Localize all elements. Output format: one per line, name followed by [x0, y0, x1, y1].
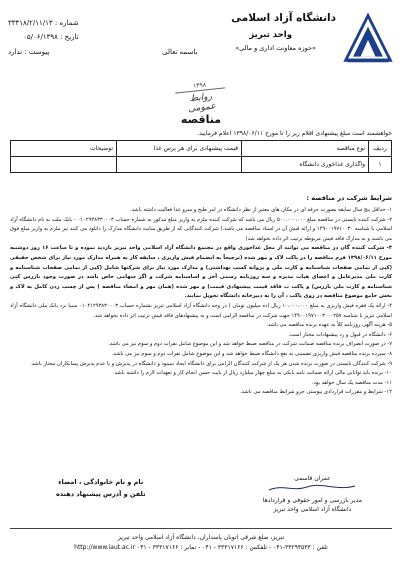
table-header-row: [11, 141, 392, 157]
condition-item: ۱۰- برنده باید توانایی مالی ارائه ضمانت نامه بانکی به مبلغ چهار میلیارد ریال از بابت حسن انجام کار و تعهدات لازم را داشته باشد.: [112, 370, 392, 377]
letter-number: شماره : ۳۳۴۱۸/۲/۱۱/۱۳: [8, 19, 79, 27]
condition-item: ۶- دانشگاه در قبول و رد پیشنهادات مختار است.: [288, 331, 392, 338]
condition-item: ۹- شرکت کنندگان بایستی در صورت برنده شدن هر یک از شرکت کنندگان الزامی برای دانشگاه ایجاد نمینود و دانشگاه در پذیرش و یا عدم پذیرش پیمانکاران مختار باشد.: [30, 360, 392, 367]
condition-item: ۴- ارائه یک فقره فیش واریزی به مبلغ ۱۰،۰۰۰،۰۰۰ ریال (ده میلیون تومان ) در وجه دانشگاه آزاد اسلامی تبریز بشماره حساب ۰۱۰۴۱۲۹۳۸۳۰۰۰۳ سیبا نزد بانک ملی دانشگاه آزاد اسلامی تبریز با شناسه ۱۴۹۰۰۱۹۷۱۰۰۳۰۰۰۲۵۷ جهت شرکت در مناقصه الزامی است و به پیشنهادهای فاقد فیش ترتیب اثر داده نخواهد شد.: [10, 302, 392, 319]
attachment-note: پیوست : ندارد: [8, 48, 50, 56]
public-relations-stamp: ۱۳۹۸ روابط عمومی: [174, 79, 227, 118]
conditions-list: [10, 206, 392, 398]
letter-meta: [8, 16, 79, 44]
footer-contact: [10, 543, 392, 553]
university-name: دانشگاه آزاد اسلامی: [231, 12, 336, 24]
col-header-subject: نوع مناقصه: [242, 141, 369, 157]
col-header-row: ردیف: [369, 141, 392, 157]
branch-name: واحد تبریز: [249, 30, 292, 40]
official-signature-block: [263, 474, 362, 514]
signer-title: مدیر بازرسی و امور حقوقی و قراردادها: [262, 497, 362, 504]
letterhead: [0, 4, 402, 74]
condition-item: ۱- حداقل پنج سال سابقه بصورت حرفه ای در مکان های معتبر از نظر دانشگاه در امر طبخ و سرو غذا فعالیت داشته باشد.: [129, 207, 392, 213]
department-name: «حوزه معاونت اداری و مالی»: [235, 44, 316, 52]
bidder-signature-block: [56, 476, 146, 500]
col-header-notes: توضیحات: [11, 141, 117, 157]
letter-date: تاریخ : ۰۵/۰۶/۱۳۹۸: [23, 33, 79, 41]
signature-scribble-icon: [267, 483, 357, 493]
cell-subject: واگذاری غذاخوری دانشگاه: [242, 157, 369, 173]
condition-item: ۷- در صورت انصراف برنده مناقصه ضمانت شرکت در مناقصه ضبط خواهد شد و این موضوع شامل نفرات دوم و سوم نیز می باشد.: [108, 341, 392, 348]
letter-footer: [10, 528, 392, 553]
condition-item: ۱۲- شرایط و مقررات قراردادی پیوستی جزو شرایط مناقصه می باشد.: [239, 389, 392, 396]
condition-item: ۳- شرکت کننده گان در مناقصه می توانند از محل غذاخوری واقع در مجتمع دانشگاه آزاد اسلامی واحد تبریز بازدید نموده و تا ساعت ۱۶ روز دوشنبه مورخ ۱۳۹۸/۰۶/۱۱ فرم مناقصه را در پاکت لاک و مهر شده (ترجیحاً به انضمام فیش واریزی ، سابقه کار به همراه مدارک مورد نیاز برای شخص حقیقی (کپی از تمامی صفحات شناسنامه و کارت ملی و پروانه کسب بهداشتی) و مدارک مورد نیاز برای شرکتها شامل (کپی از تمامی صفحات شناسنامه و کارت ملی مدیرعامل و اعضای هیات مدیره و سه روزنامه رسمی آخر و اساسنامه شرکت و اگر سهامی خاص باشد در صورت وجود بازرس کپی شناسنامه و کارت ملی بازرس) و پاکت ب فاقد قیمت پیشنهادی قیمت) و مهر شده (همان مهر و امضاء مناقصه ) پس از چسب زدن کامل به لاک و بخش جامع موضوع مناقصه در روی پاکت ، آن را به دبیرخانه دانشگاه تحویل نمایند.: [10, 245, 392, 300]
university-logo-icon: [340, 10, 396, 66]
conditions-title: شرایط شرکت در مناقصه :: [306, 194, 392, 202]
condition-item: ۸- سپرده برنده مناقصه فیش واریزی تضمینی به نفع دانشگاه ضبط خواهد شد و این موضوع شامل نفرات دوم و سوم نیز می باشد.: [111, 350, 392, 357]
intro-text: خواهشمند است مبلغ پیشنهادی اقلام زیر را تا مورخ ۱۳۹۸/۰۶/۱۱ اعلام فرمایید.: [197, 130, 392, 137]
table-row: [11, 157, 392, 173]
basmala: باسمه تعالی: [162, 48, 198, 56]
signer-name: عمران قاسمی: [294, 475, 331, 482]
footer-website[interactable]: http://www.iaut.ac.ir: [74, 544, 136, 551]
bidder-contact-label: تلفن و آدرس پیشنهاد دهنده: [56, 490, 146, 498]
condition-item: ۲- شرکت کننده بایستی در مناقصه مبلغ ۵۰۰،۰۰۰،۰۰۰ ریال می باشد که شرکت کننده ملزم به واریز مبلغ مذکور به شماره حساب ۰۱۰۲۹۳۸۳۳۰۰۰۳ - بانک ملت به نام دانشگاه آزاد اسلامی با شناسه ۱۴۹۰۰۱۹۷۱۰۰۳۰ و ارائه فیش آن در اسناد مناقصه می باشد.( شرکت کنندگانی که از طریق سایت دانشگاه مدارک را دانلود می کنند نیز ملزم به واریز مبلغ فوق می باشند و به مدارک فاقد فیش مربوطه ترتیب اثر داده نخواهد شد): [10, 216, 393, 242]
condition-item: ۵- هزینه آگهی روزنامه کلاً به عهده برنده مناقصه می باشد.: [266, 322, 392, 329]
condition-item: ۱۱- مدت مناقصه یک سال خواهد بود.: [311, 379, 392, 386]
footer-phones: تلفن : ۳۳۲۹۴۵۳۳-۰۴۱ - تلفکس : ۳۳۳۱۷۱۶۶ - ۰۴۱ - نمابر : ۳۳۳۱۷۱۶۶ - ۰۴۱: [136, 544, 328, 551]
footer-address: تبریز، ضلع شرقی اتوبان پاسداران، دانشگاه آزاد اسلامی واحد تبریز: [117, 534, 285, 541]
cell-notes: [11, 157, 117, 173]
cell-row: ۱: [369, 157, 392, 173]
tender-table: [10, 140, 392, 173]
col-header-price: قیمت پیشنهادی برای هر پرس غذا: [117, 141, 242, 157]
document-title: مناقصه: [180, 113, 222, 126]
signer-org: دانشگاه آزاد اسلامی واحد تبریز: [273, 506, 352, 513]
cell-price: [117, 157, 242, 173]
bidder-name-label: نام و نام خانوادگی ، امضاء: [58, 478, 144, 486]
